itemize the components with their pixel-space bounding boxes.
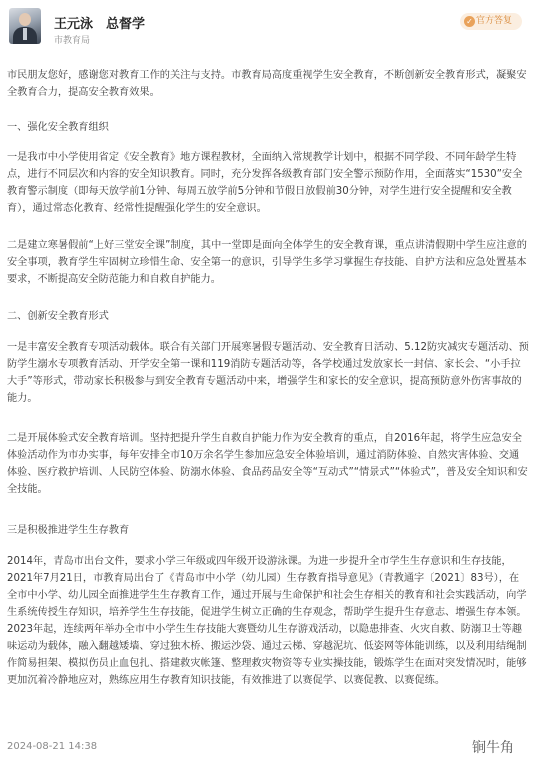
- author-name[interactable]: 王元泳 总督学: [54, 17, 146, 32]
- paragraph-1: 一是我市中小学使用省定《安全教育》地方课程教材，全面纳入常规教学计划中，根据不同学段、不同年龄学生特点，进行不同层次和内容的安全知识教育。同时，充分发挥各级教育部门安全警示预防作用，全面落实“1530”安全教育警示制度（即每天放学前1分钟、每周五放学前5分钟和节假日放假前30分钟，对学生进行安全提醒和安全教育），通过常态化教育、经常性提醒强化学生的安全意识。: [7, 152, 523, 214]
- section-heading-2: 二、创新安全教育形式: [7, 311, 109, 322]
- paragraph-2: 二是建立寒暑假前“上好三堂安全课”制度，其中一堂即是面向全体学生的安全教育课，重点讲清假期中学生应注意的安全事项，教育学生牢固树立珍惜生命、安全第一的意识，引导学生多学习掌握生存技能、自护方法和应急处置基本要求，不断提高安全防范能力和自救自护能力。: [7, 240, 527, 285]
- avatar[interactable]: [9, 8, 41, 44]
- watermark: 锏牛角: [472, 740, 514, 756]
- intro-paragraph: 市民朋友您好，感谢您对教育工作的关注与支持。市教育局高度重视学生安全教育，不断创新安全教育形式，凝聚安全教育合力，提高安全教育效果。: [7, 70, 527, 98]
- badge-label: 官方答复: [476, 16, 513, 26]
- paragraph-4: 二是开展体验式安全教育培训。坚持把提升学生自救自护能力作为安全教育的重点，自2016年起，将学生应急安全体验活动作为市办实事，每年安排全市10万余名学生参加应急安全体验培训，通过消防体验、自然灾害体验、交通体验、医疗救护培训、人民防空体验、防溺水体验、食品药品安全等“互动式”“情景式”“体验式”，普及安全知识和安全技能。: [7, 433, 528, 495]
- publish-date: 2024-08-21 14:38: [7, 741, 98, 752]
- section-heading-3: 三是积极推进学生生存教育: [7, 525, 130, 536]
- author-header: [0, 0, 536, 58]
- official-badge-icon: ✓: [464, 16, 475, 27]
- author-org: 市教育局: [54, 36, 91, 46]
- paragraph-5: 2014年，青岛市出台文件，要求小学三年级或四年级开设游泳课。为进一步提升全市学生生存意识和生存技能，2021年7月21日，市教育局出台了《青岛市中小学（幼儿园）生存教育指导意见》（青教通字〔2021〕83号），在全市中小学、幼儿园全面推进学生生存教育工作，通过开展与生命保护和社会生存相关的教育和社会实践活动，向学生系统传授生存知识，培养学生生存技能，促进学生树立正确的生存观念，帮助学生提升生存意志、增强生存本领。2023年起，连续两年举办全市中小学生生存技能大赛暨幼儿生存游戏活动，以隐患排查、火灾自救、防溺卫士等趣味运动为载体，融入翻越矮墙、穿过独木桥、搬运沙袋、通过云梯、穿越泥坑、低姿网等体能训练，以及利用结绳制作简易担架、模拟伤员止血包扎、搭建救灾帐篷、整理救灾物资等专业实操技能，锻炼学生在面对突发情况时，能够更加沉着冷静地应对，熟练应用生存教育知识技能，有效推进了以赛促学、以赛促教、以赛促练。: [7, 556, 527, 686]
- paragraph-3: 一是丰富安全教育专项活动载体。联合有关部门开展寒暑假专题活动、安全教育日活动、5.12防灾减灾专题活动、预防学生溺水专项教育活动、开学安全第一课和119消防专题活动等，各学校通过发放家长一封信、家长会、“小手拉大手”等形式，带动家长积极参与到安全教育专题活动中来，增强学生和家长的安全意识，提高预防意外伤害事故的能力。: [7, 342, 529, 404]
- official-reply-badge: [460, 13, 522, 30]
- section-heading-1: 一、强化安全教育组织: [7, 122, 109, 133]
